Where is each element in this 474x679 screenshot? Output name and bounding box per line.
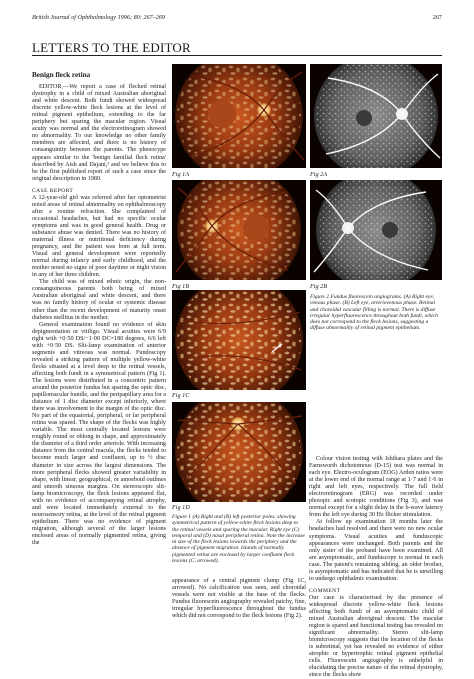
fig-2b-image <box>310 180 442 280</box>
fig-1-caption: Figure 1 (A) Right and (B) left posterior poles, showing symmetrical pattern of yellow-white fleck lesions deep to the retinal vessels and sparing the macular. Right eye (C) temporal and (D) nasal peripheral retina. Note the increase in size of the fleck lesions towards the periphery and the absence of pigment migration. Islands of normally pigmented retina are enclosed by larger confluent fleck lesions (C, arrowed). <box>172 514 305 565</box>
fig-1c-label: Fig 1C <box>172 392 190 399</box>
journal-citation: British Journal of Ophthalmology 1996; 80: 267–269 <box>32 14 166 21</box>
fig-2a-label: Fig 2A <box>310 171 328 178</box>
fluorescein-angiogram-right <box>310 64 442 168</box>
fig-1a-image <box>172 64 306 168</box>
comment-paragraph: Our case is characterised by the presence of widespread discrete yellow-white fleck lesions affecting both fundi of an asymptomatic child of mixed Australian aboriginal descent. The macular region is spared and functional testing has revealed no significant abnormality. Stereo slit-lamp biomicroscopy suggests that the location of the flecks is subretinal, yet has revealed no evidence of either atrophic or hypertrophic retinal pigment epithelial cells. Fluorescein angiography is unhelpful in elucidating the precise nature of the retinal dystrophy, since the flecks show <box>309 594 443 679</box>
fig-2b-label: Fig 2B <box>310 283 328 290</box>
column-left <box>32 64 166 547</box>
fundus-photo-right-temporal <box>172 290 306 390</box>
case-paragraph-1: A 12-year-old girl was referred after her optometrist noted areas of retinal abnormality on ophthalmoscopy after a routine refraction. She complained of occasional headaches, but had no specific ocular symptoms and was in good general health. Drug or substance abuse was denied. There was no history of maternal illness or nutritional deficiency during pregnancy, and the patient was born at full term. Visual and general development were reportedly normal during infancy and early childhood, and the mother noted no signs of poor daytime or night vision in any of her three children. <box>32 194 166 279</box>
fig-1d-image <box>172 402 306 502</box>
case-report-heading: CASE REPORT <box>32 187 74 194</box>
fluorescein-angiogram-left <box>310 180 442 280</box>
case-paragraph-2: The child was of mixed ethnic origin, the non-consanguineous parents both being of mixed Australian aboriginal and white descent, and there was no family history of ocular or systemic disease other than the recent development of maturity onset diabetes mellitus in the mother. <box>32 279 166 321</box>
fundus-photo-left-posterior <box>172 180 306 280</box>
fig-1b-image <box>172 180 306 280</box>
fig-1c-image <box>172 290 306 390</box>
fig-1a-label: Fig 1A <box>172 171 190 178</box>
article-title: Benign fleck retina <box>32 71 91 79</box>
fig-2-caption: Figure 2 Fundus fluorescein angiograms. (A) Right eye, venous phase. (B) Left eye, arteriovenous phase. Retinal and choroidal vascular filling is normal. There is diffuse irregular hyperfluorescence throughout both fundi, which does not correspond to the fleck lesions, suggesting a diffuse abnormality of retinal pigment epithelium. <box>310 294 438 332</box>
page-number: 267 <box>432 14 442 21</box>
running-header <box>32 14 442 24</box>
section-rule <box>32 55 442 56</box>
fundus-photo-right-posterior <box>172 64 306 168</box>
comment-heading: COMMENT <box>309 587 341 594</box>
fundus-photo-right-nasal <box>172 402 306 502</box>
intro-paragraph: EDITOR,—We report a case of flecked retinal dystrophy in a child of mixed Australian aboriginal and white descent. Both fundi showed widespread discrete yellow-white fleck lesions at the level of retinal pigment epithelium, extending to the far periphery but sparing the macular region. Visual acuity was normal and the electroretinogram showed no abnormality. To our knowledge no other family members are affected, and there is no history of consanguinity between the parents. The phenocype appears similar to the 'benign familial fleck retina' described by Aish and Dajani,¹ and we believe this to be the first published report of such a case since the original description in 1980. <box>32 84 166 182</box>
column-middle-text: appearance of a central pigment clump (Fig 1C, arrowed). No calcification was seen, and choroidal vessels were not visible at the base of the flecks. Fundus fluorescein angiography revealed patchy, fine, irregular hyperfluorescence throughout the fundus which did not correspond to the fleck lesions (Fig 2). <box>172 578 306 620</box>
fig-1b-label: Fig 1B <box>172 283 190 290</box>
colour-vision-paragraph: Colour vision testing with Ishihara plates and the Farnsworth dichotomous (D-15) test was normal in each eye. Electro-oculogram (EOG) Arden ratios were at the lower end of the normal range at 1·7 and 1·6 in right and left eyes, respectively. The full field electroretinogram (ERG) was recorded under photopic and scotopic conditions (Fig 3), and was normal except for a slight delay in the b-wave latency from the left eye during 30 Hz flicker stimulation. <box>309 456 443 519</box>
column-right <box>309 456 443 679</box>
follow-up-paragraph: At follow up examination 18 months later the headaches had resolved and there were no new ocular symptoms. Visual acuities and funduscopic appearances were unchanged. Both parents and the only sister of the proband have been examined. All are asymptomatic, and funduscopy is normal in each case. The patent's remaining sibling, an older brother, is asymptomatic and has indicated that he is unwilling to undergo ophthalmic examination. <box>309 519 443 582</box>
fig-2a-image <box>310 64 442 168</box>
case-paragraph-3: General examination found no evidence of skin depigmentation or vitiligo. Visual acuities were 6/9 right with +0·50 DS/−1·00 DC×180 degrees, 6/6 left with +0·50 DS. Slit-lamp examination of anterior segments and vitreous was normal. Fundoscopy revealed a striking pattern of multiple yellow-white flecks situated at a level deep to the retinal vessels, affecting both fundi in a symmetrical pattern (Fig 1). The lesions were distributed in a concentric pattern around the posterior fundus but sparing the optic disc, papillomacular bundle, and the peripapillary area for a distance of 1 disc diameter except inferiorly, where there was involvement to the margin of the optic disc. No part of the equatorial, peripheral, or far peripheral retina was spared. The shape of the flecks was highly variable. The most centrally located lesions were roughly round or oblong in shape, and approximately the diameter of a third order arteriole. With increasing distance from the central macula, the flecks tended to become much larger and confluent, up to ½ disc diameter in size across the largest dimensions. The more peripheral flecks showed greater variability in shape, with linear, geographical, or amoeboid outlines and smooth sinuous margins. On stereoscopic slit-lamp biomicroscopy, the fleck lesions appeared flat, with no evidence of accompanying retinal atrophy, and were located immediately external to the neurosensory retina, at the level of the retinal pigment epithelium. There was no evidence of pigment migration, although several of the larger lesions enclosed areas of normally pigmented retina, giving the <box>32 321 166 547</box>
fig-1d-label: Fig 1D <box>172 504 190 511</box>
section-title: LETTERS TO THE EDITOR <box>32 40 191 55</box>
